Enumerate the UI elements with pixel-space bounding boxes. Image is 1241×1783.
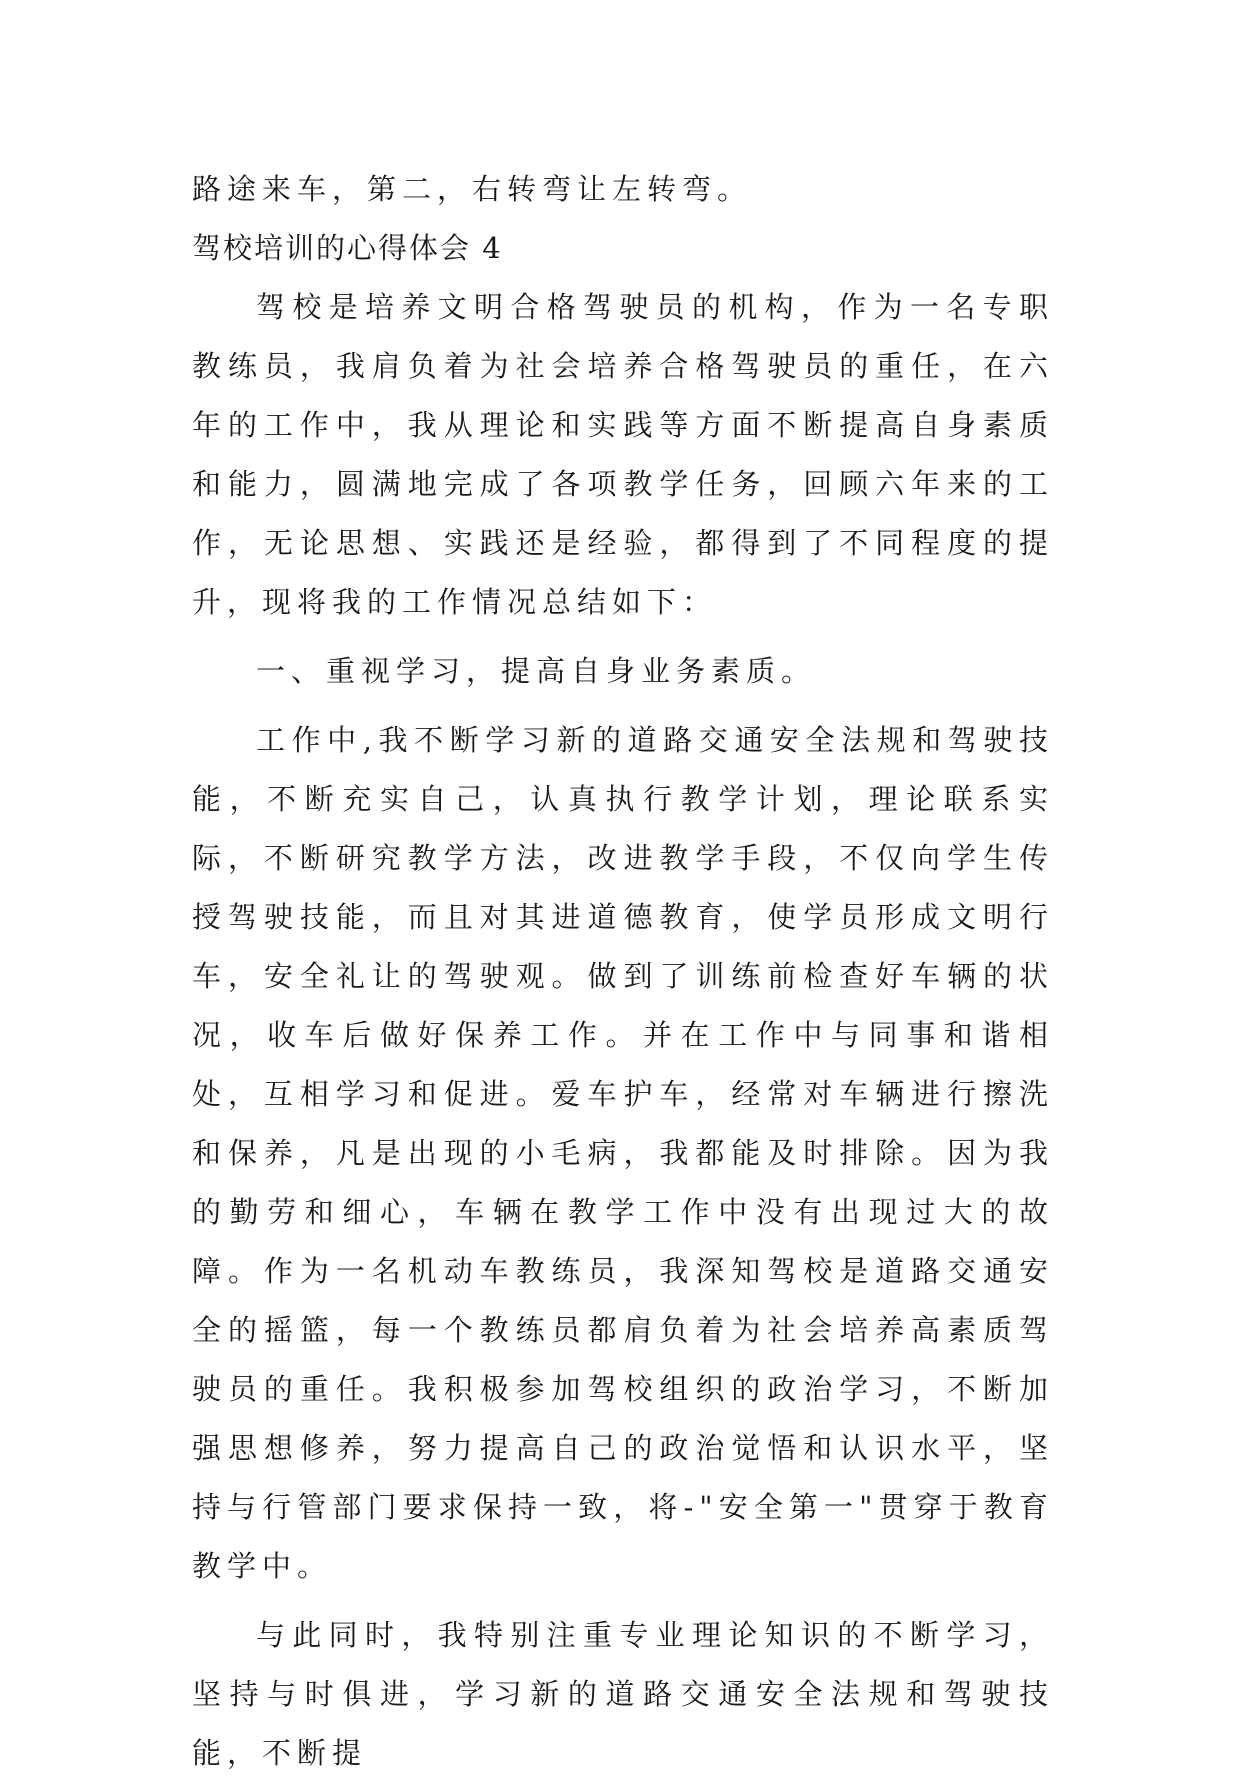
paragraph-intro: 驾校是培养文明合格驾驶员的机构，作为一名专职教练员，我肩负着为社会培养合格驾驶员的重任，在六年的工作中，我从理论和实践等方面不断提高自身素质和能力，圆满地完成了各项教学任务，回顾六年来的工作，无论思想、实践还是经验，都得到了不同程度的提升，现将我的工作情况总结如下： [192,290,1054,619]
paragraph-work: 工作中,我不断学习新的道路交通安全法规和驾驶技能，不断充实自己，认真执行教学计划，理论联系实际，不断研究教学方法，改进教学手段，不仅向学生传授驾驶技能，而且对其进道德教育，使学员形成文明行车，安全礼让的驾驶观。做到了训练前检查好车辆的状况，收车后做好保养工作。并在工作中与同事和谐相处，互相学习和促进。爱车护车，经常对车辆进行擦洗和保养，凡是出现的小毛病，我都能及时排除。因为我的勤劳和细心，车辆在教学工作中没有出现过大的故障。作为一名机动车教练员，我深知驾校是道路交通安全的摇篮，每一个教练员都肩负着为社会培养高素质驾驶员的重任。我积极参加驾校组织的政治学习，不断加强思想修养，努力提高自己的政治觉悟和认识水平，坚持与行管部门要求保持一致，将-"安全第一"贯穿于教育教学中。 [192,723,1054,1583]
carry-over-line: 路途来车，第二，右转弯让左转弯。 [192,172,753,206]
paragraph-continuation: 与此同时，我特别注重专业理论知识的不断学习，坚持与时俱进，学习新的道路交通安全法规和驾驶技能，不断提 [192,1618,1054,1770]
section-title: 驾校培训的心得体会 4 [192,231,503,265]
paragraph-subheading: 一、重视学习，提高自身业务素质。 [256,654,817,688]
document-page [192,160,1054,1783]
